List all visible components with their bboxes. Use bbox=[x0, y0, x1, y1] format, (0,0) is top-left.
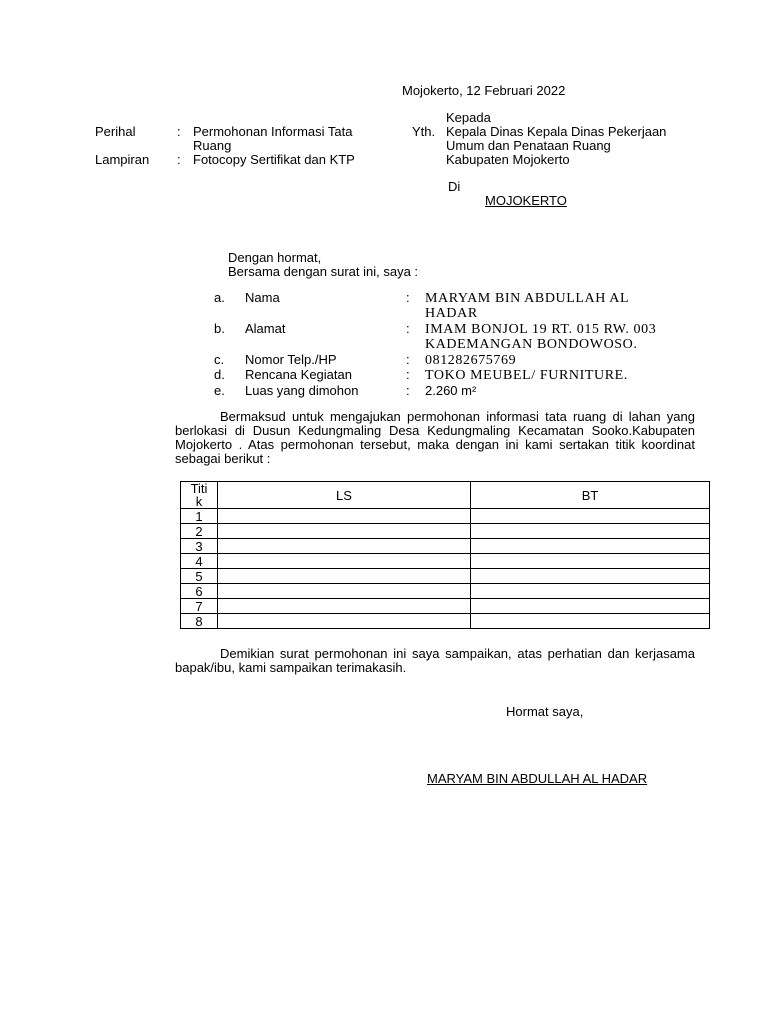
field-colon: : bbox=[406, 352, 410, 367]
bt-cell bbox=[471, 524, 710, 539]
field-label-nama: Nama bbox=[245, 290, 280, 305]
field-colon: : bbox=[406, 383, 410, 398]
signoff: Hormat saya, bbox=[506, 704, 584, 719]
table-row bbox=[181, 524, 710, 539]
bt-cell bbox=[471, 584, 710, 599]
greeting: Dengan hormat, bbox=[228, 250, 322, 265]
field-value-telp: 081282675769 bbox=[425, 353, 517, 368]
field-value-luas: 2.260 m² bbox=[425, 383, 477, 398]
addressee-di: Di bbox=[448, 179, 461, 194]
closing-paragraph: Demikian surat permohonan ini saya sampaikan, atas perhatian dan kerjasama bapak/ibu, kami sampaikan terimakasih. bbox=[175, 646, 695, 675]
table-row bbox=[181, 569, 710, 584]
header-titik-line2: k bbox=[195, 494, 203, 509]
table-row bbox=[181, 614, 710, 629]
field-value-alamat-line1: IMAM BONJOL 19 RT. 015 RW. 003 bbox=[425, 322, 657, 337]
perihal-colon: : bbox=[177, 124, 181, 139]
header-titik bbox=[181, 482, 218, 509]
bt-cell bbox=[471, 569, 710, 584]
lampiran-label: Lampiran bbox=[95, 152, 150, 167]
ls-cell bbox=[218, 614, 471, 629]
field-value-nama-line2: HADAR bbox=[425, 306, 478, 321]
row-number: 3 bbox=[181, 539, 218, 554]
field-value-rencana: TOKO MEUBEL/ FURNITURE. bbox=[425, 368, 628, 383]
row-number: 6 bbox=[181, 584, 218, 599]
bt-cell bbox=[471, 554, 710, 569]
field-colon: : bbox=[406, 367, 410, 382]
addressee-line2: Umum dan Penataan Ruang bbox=[446, 138, 611, 153]
field-colon: : bbox=[406, 290, 410, 305]
field-letter-b: b. bbox=[214, 321, 225, 336]
bt-cell bbox=[471, 539, 710, 554]
bt-cell bbox=[471, 599, 710, 614]
field-label-alamat: Alamat bbox=[245, 321, 286, 336]
field-label-luas: Luas yang dimohon bbox=[245, 383, 359, 398]
field-letter-c: c. bbox=[214, 352, 225, 367]
intro-line: Bersama dengan surat ini, saya : bbox=[228, 264, 419, 279]
field-letter-a: a. bbox=[214, 290, 225, 305]
ls-cell bbox=[218, 524, 471, 539]
field-value-nama-line1: MARYAM BIN ABDULLAH AL bbox=[425, 291, 630, 306]
table-row bbox=[181, 554, 710, 569]
row-number: 2 bbox=[181, 524, 218, 539]
body-paragraph: Bermaksud untuk mengajukan permohonan informasi tata ruang di lahan yang berlokasi di Dusun Kedungmaling Desa Kedungmaling Kecamatan Sooko.Kabupaten Mojokerto . Atas permohonan tersebut, maka dengan ini kami sertakan titik koordinat sebagai berikut : bbox=[175, 409, 695, 466]
row-number: 1 bbox=[181, 509, 218, 524]
ls-cell bbox=[218, 584, 471, 599]
coordinate-table bbox=[180, 481, 710, 629]
table-row bbox=[181, 539, 710, 554]
perihal-value-line1: Permohonan Informasi Tata bbox=[193, 124, 353, 139]
ls-cell bbox=[218, 569, 471, 584]
table-row bbox=[181, 509, 710, 524]
field-colon: : bbox=[406, 321, 410, 336]
row-number: 7 bbox=[181, 599, 218, 614]
addressee-line3: Kabupaten Mojokerto bbox=[446, 152, 570, 167]
table-header-row bbox=[181, 482, 710, 509]
field-label-rencana: Rencana Kegiatan bbox=[245, 367, 352, 382]
perihal-value-line2: Ruang bbox=[193, 138, 232, 153]
header-titik-line1: Titi bbox=[190, 481, 208, 496]
row-number: 8 bbox=[181, 614, 218, 629]
row-number: 5 bbox=[181, 569, 218, 584]
field-value-alamat-line2: KADEMANGAN BONDOWOSO. bbox=[425, 337, 638, 352]
table-row bbox=[181, 599, 710, 614]
addressee-kepada: Kepada bbox=[446, 110, 491, 125]
perihal-label: Perihal bbox=[95, 124, 136, 139]
field-label-telp: Nomor Telp./HP bbox=[245, 352, 337, 367]
table-row bbox=[181, 584, 710, 599]
ls-cell bbox=[218, 554, 471, 569]
lampiran-value: Fotocopy Sertifikat dan KTP bbox=[193, 152, 355, 167]
header-ls: LS bbox=[218, 482, 471, 509]
header-bt: BT bbox=[471, 482, 710, 509]
lampiran-colon: : bbox=[177, 152, 181, 167]
bt-cell bbox=[471, 509, 710, 524]
addressee-city: MOJOKERTO bbox=[485, 193, 567, 208]
field-letter-e: e. bbox=[214, 383, 225, 398]
ls-cell bbox=[218, 539, 471, 554]
bt-cell bbox=[471, 614, 710, 629]
signature-name: MARYAM BIN ABDULLAH AL HADAR bbox=[427, 771, 648, 786]
ls-cell bbox=[218, 509, 471, 524]
addressee-line1: Kepala Dinas Kepala Dinas Pekerjaan bbox=[446, 124, 667, 139]
addressee-yth: Yth. bbox=[412, 124, 436, 139]
row-number: 4 bbox=[181, 554, 218, 569]
field-letter-d: d. bbox=[214, 367, 225, 382]
place-date: Mojokerto, 12 Februari 2022 bbox=[402, 83, 566, 98]
ls-cell bbox=[218, 599, 471, 614]
